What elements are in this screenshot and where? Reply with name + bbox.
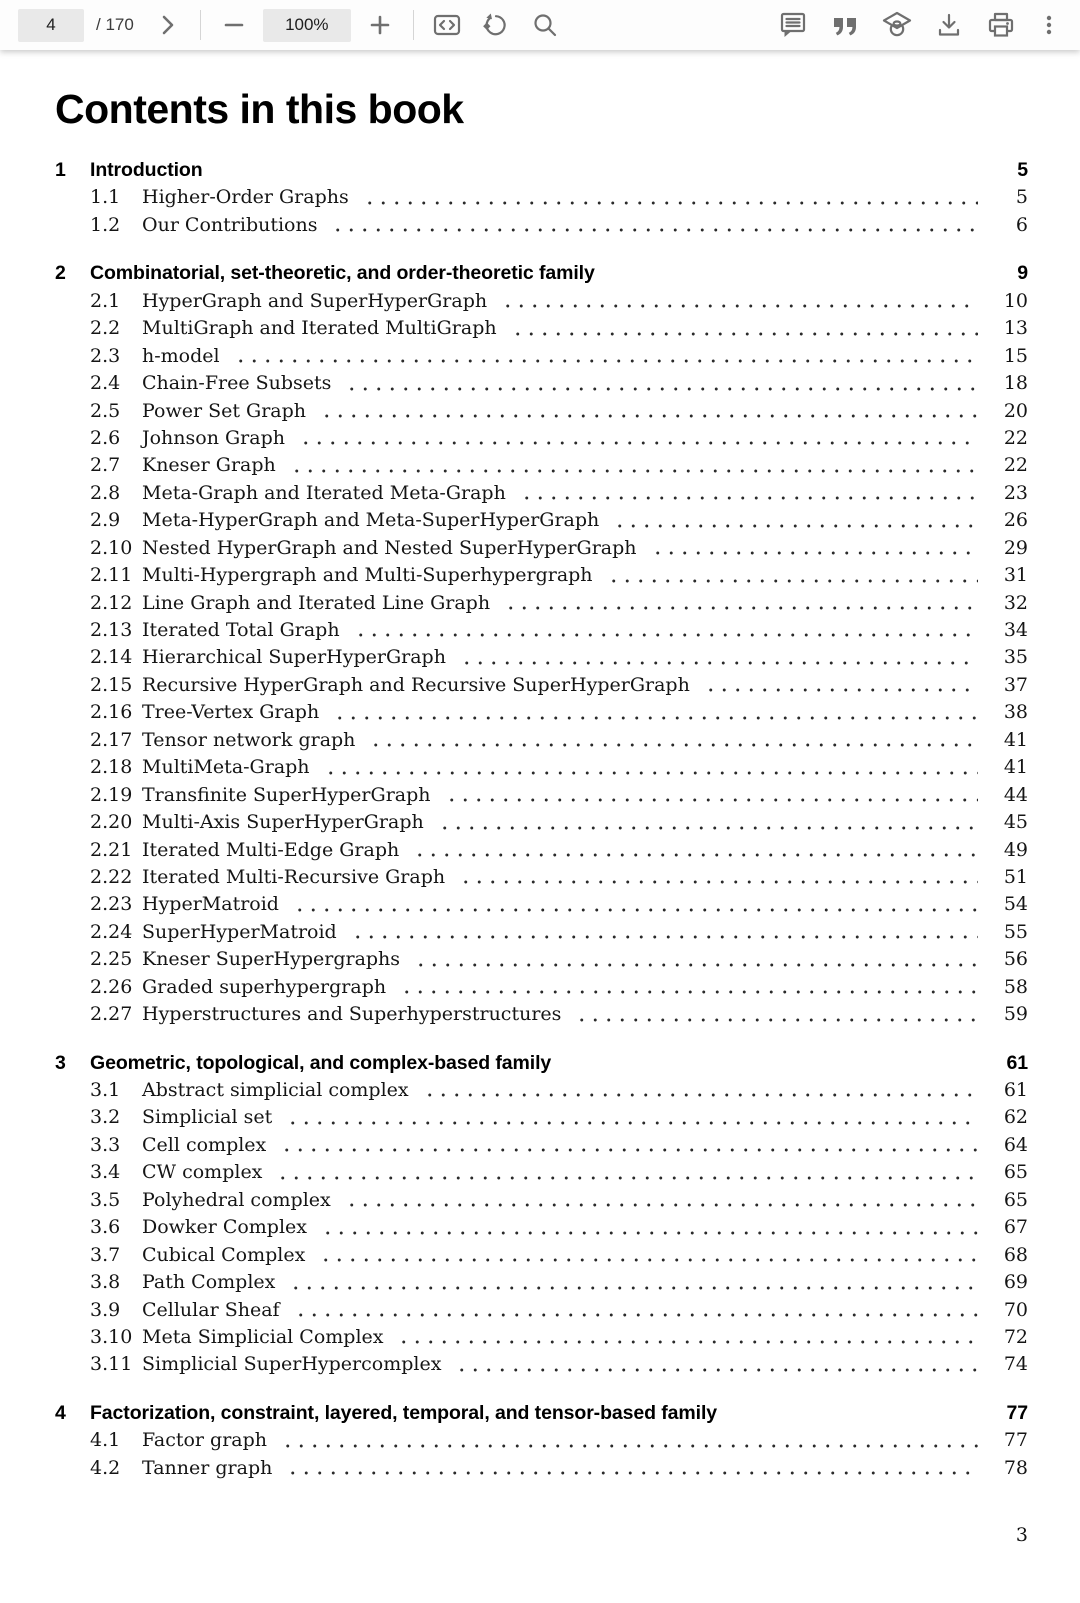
toc-entry-number: 2.26 xyxy=(90,975,133,998)
dot-leader xyxy=(295,425,978,452)
toc-entry-page-number: 72 xyxy=(1003,1325,1028,1348)
section-title: Introduction xyxy=(90,159,203,181)
toc-entry[interactable] xyxy=(55,891,1028,918)
toc-entry-label: MultiMeta-Graph xyxy=(142,756,310,779)
toc-entry-number: 2.19 xyxy=(90,783,133,806)
rotate-counterclockwise-icon xyxy=(481,11,509,39)
toc-entry[interactable] xyxy=(55,288,1028,315)
toc-entry-number: 3.11 xyxy=(90,1353,133,1376)
dot-leader xyxy=(516,480,978,507)
dot-leader xyxy=(347,919,978,946)
toc-entry-label: Graded superhypergraph xyxy=(142,975,387,998)
dot-leader xyxy=(393,1324,978,1351)
section-spacer xyxy=(203,157,988,184)
dot-leader xyxy=(329,699,978,726)
toc-entry-page-number: 70 xyxy=(1003,1298,1028,1321)
toc-entry[interactable] xyxy=(55,370,1028,397)
dot-leader xyxy=(603,562,978,589)
toc-entry-page-number: 56 xyxy=(1003,948,1028,971)
toc-entry[interactable] xyxy=(55,754,1028,781)
toc-entry-page-number: 59 xyxy=(1003,1003,1028,1026)
toc-entry[interactable] xyxy=(55,590,1028,617)
annotations-button[interactable] xyxy=(776,8,810,42)
toc-entry[interactable] xyxy=(55,919,1028,946)
toc-entry-number: 1.1 xyxy=(90,186,121,209)
toc-entry-label: Tensor network graph xyxy=(142,728,356,751)
toc-entry[interactable] xyxy=(55,1427,1028,1454)
dot-leader xyxy=(396,974,978,1001)
download-button[interactable] xyxy=(932,8,966,42)
dot-leader xyxy=(500,590,978,617)
toc-entry-label: Tanner graph xyxy=(142,1456,273,1479)
toc-entry-page-number: 58 xyxy=(1003,975,1028,998)
toc-entry-number: 2.14 xyxy=(90,646,133,669)
toc-entry[interactable] xyxy=(55,1214,1028,1241)
toc-entry-label: Tree-Vertex Graph xyxy=(142,701,320,724)
zoom-level[interactable] xyxy=(263,9,351,42)
toc-entry-label: Meta-Graph and Iterated Meta-Graph xyxy=(142,481,506,504)
zoom-in-button[interactable] xyxy=(363,8,397,42)
toc-entry-page-number: 31 xyxy=(1003,564,1028,587)
page-number-input[interactable] xyxy=(18,9,84,42)
toc-entry[interactable] xyxy=(55,1324,1028,1351)
toc-entry[interactable] xyxy=(55,974,1028,1001)
toc-entry[interactable] xyxy=(55,864,1028,891)
toc-entry-label: Cubical Complex xyxy=(142,1243,306,1266)
toc-entry[interactable] xyxy=(55,1269,1028,1296)
toc-entry-page-number: 38 xyxy=(1003,701,1028,724)
zoom-out-button[interactable] xyxy=(217,8,251,42)
toc-section-header[interactable] xyxy=(55,1050,1028,1077)
zoom-group xyxy=(217,8,397,42)
toc-entry[interactable] xyxy=(55,782,1028,809)
dot-leader xyxy=(290,1297,978,1324)
toc-entry-number: 2.15 xyxy=(90,673,133,696)
toc-entry-page-number: 37 xyxy=(1003,673,1028,696)
dot-leader xyxy=(282,1104,978,1131)
section-title: Factorization, constraint, layered, temporal, and tensor-based family xyxy=(90,1401,718,1424)
toc-entry-page-number: 62 xyxy=(1003,1106,1028,1129)
toc-entry-page-number: 18 xyxy=(1003,372,1028,395)
toc-entry[interactable] xyxy=(55,727,1028,754)
toc-entry-number: 2.5 xyxy=(90,399,121,422)
toc-entry[interactable] xyxy=(55,212,1028,239)
toc-entry-number: 2.4 xyxy=(90,372,121,395)
toc-entry-number: 2.24 xyxy=(90,920,133,943)
toc-entry-label: Simplicial set xyxy=(142,1106,273,1129)
more-options-button[interactable] xyxy=(1032,8,1066,42)
dot-leader xyxy=(289,891,978,918)
toc-entry-page-number: 20 xyxy=(1003,399,1028,422)
toc-section-items xyxy=(55,1427,1028,1482)
toc-entry-number: 2.11 xyxy=(90,564,133,587)
graduation-cap-icon xyxy=(882,10,912,40)
search-icon xyxy=(531,11,559,39)
dot-leader xyxy=(230,343,978,370)
toc-entry-page-number: 22 xyxy=(1003,426,1028,449)
section-page-number: 61 xyxy=(1006,1051,1028,1074)
chevron-right-icon xyxy=(154,12,180,38)
fit-width-button[interactable] xyxy=(430,8,464,42)
toc-entry-label: Power Set Graph xyxy=(142,399,307,422)
toc-section-header[interactable] xyxy=(55,260,1028,287)
dot-leader xyxy=(282,1455,978,1482)
page-footer-number: 3 xyxy=(1015,1524,1028,1547)
toc-entry-page-number: 44 xyxy=(1003,783,1028,806)
toc-entry-page-number: 64 xyxy=(1003,1133,1028,1156)
toc-entry-page-number: 29 xyxy=(1003,536,1028,559)
toc-entry-label: HyperMatroid xyxy=(142,893,279,916)
toc-entry[interactable] xyxy=(55,1104,1028,1131)
quote-icon xyxy=(831,11,859,39)
toc-entry-number: 3.2 xyxy=(90,1106,121,1129)
toc-entry[interactable] xyxy=(55,617,1028,644)
section-number: 1 xyxy=(55,159,66,181)
section-number: 4 xyxy=(55,1401,66,1424)
toc-section xyxy=(55,1050,1028,1379)
toc-entry-label: Transfinite SuperHyperGraph xyxy=(142,783,431,806)
toc-entry[interactable] xyxy=(55,452,1028,479)
toc-section-header[interactable] xyxy=(55,157,1028,184)
toc-entry-label: Hierarchical SuperHyperGraph xyxy=(142,646,446,669)
dot-leader xyxy=(456,644,978,671)
toc-entry[interactable] xyxy=(55,184,1028,211)
toc-entry-page-number: 15 xyxy=(1003,344,1028,367)
toc-entry[interactable] xyxy=(55,562,1028,589)
toc-entry[interactable] xyxy=(55,837,1028,864)
toolbar-divider xyxy=(200,10,201,40)
toc-entry-number: 3.5 xyxy=(90,1188,121,1211)
section-page-number: 77 xyxy=(1006,1401,1028,1424)
toc-section xyxy=(55,157,1028,239)
toc-entry[interactable] xyxy=(55,809,1028,836)
minus-icon xyxy=(221,12,247,38)
dot-leader xyxy=(409,837,978,864)
toc-entry-number: 2.13 xyxy=(90,619,133,641)
toc-entry-label: HyperGraph and SuperHyperGraph xyxy=(142,289,488,312)
toc-entry[interactable] xyxy=(55,1077,1028,1104)
toc-entry-page-number: 6 xyxy=(1015,213,1028,236)
toc-entry-number: 2.20 xyxy=(90,811,133,834)
toc-entry[interactable] xyxy=(55,535,1028,562)
section-title: Geometric, topological, and complex-based family xyxy=(90,1051,552,1074)
toc-entry[interactable] xyxy=(55,1297,1028,1324)
toc-entry[interactable] xyxy=(55,1159,1028,1186)
toc-entry[interactable] xyxy=(55,1455,1028,1482)
toc-entry-page-number: 13 xyxy=(1003,317,1028,340)
toc-entry[interactable] xyxy=(55,1132,1028,1159)
dot-leader xyxy=(647,535,978,562)
dot-leader xyxy=(451,1351,978,1378)
toc-entry-label: Iterated Multi-Edge Graph xyxy=(142,838,400,861)
toc-section-header[interactable] xyxy=(55,1400,1028,1427)
toc-entry[interactable] xyxy=(55,315,1028,342)
toc-entry-page-number: 32 xyxy=(1003,591,1028,614)
toc-entry-number: 3.3 xyxy=(90,1133,121,1156)
toc-entry-page-number: 77 xyxy=(1003,1429,1028,1452)
toc-entry[interactable] xyxy=(55,398,1028,425)
toc-entry-number: 3.1 xyxy=(90,1079,121,1101)
section-page-number: 9 xyxy=(1017,262,1028,285)
dot-leader xyxy=(320,754,978,781)
toc-entry-page-number: 68 xyxy=(1003,1243,1028,1266)
toc-entry-label: MultiGraph and Iterated MultiGraph xyxy=(142,317,497,340)
toc-entry[interactable] xyxy=(55,699,1028,726)
toc-entry-page-number: 45 xyxy=(1003,811,1028,834)
toc-entry-label: Higher-Order Graphs xyxy=(142,186,349,209)
dot-leader xyxy=(317,1214,978,1241)
pdf-toolbar xyxy=(0,0,1080,50)
toc-entry-label: Our Contributions xyxy=(142,213,318,236)
plus-icon xyxy=(367,12,393,38)
toc-entry-number: 2.10 xyxy=(90,536,133,559)
toc-entry[interactable] xyxy=(55,343,1028,370)
toc-entry-number: 3.8 xyxy=(90,1271,121,1294)
toc-entry-label: Meta-HyperGraph and Meta-SuperHyperGraph xyxy=(142,509,600,532)
toc-entry-number: 2.21 xyxy=(90,838,133,861)
toc-entry-label: Kneser SuperHypergraphs xyxy=(142,948,401,971)
toc-entry-number: 2.2 xyxy=(90,317,121,340)
toc-entry-page-number: 22 xyxy=(1003,454,1028,477)
toc-entry-page-number: 67 xyxy=(1003,1216,1028,1239)
toc-entry-number: 2.16 xyxy=(90,701,133,724)
cite-button[interactable] xyxy=(828,8,862,42)
toc-entry-label: Meta Simplicial Complex xyxy=(142,1325,384,1348)
toc-entry[interactable] xyxy=(55,644,1028,671)
toc-entry-label: Iterated Multi-Recursive Graph xyxy=(142,865,446,888)
toc-entry-label: Dowker Complex xyxy=(142,1216,308,1239)
page-nav-group xyxy=(18,8,184,42)
dot-leader xyxy=(286,452,978,479)
toc-entry-number: 2.6 xyxy=(90,426,121,449)
dot-leader xyxy=(700,672,978,699)
toc-entry-label: Polyhedral complex xyxy=(142,1188,331,1211)
dot-leader xyxy=(571,1001,978,1028)
toc-entry-label: Abstract simplicial complex xyxy=(142,1079,409,1101)
toc-entry[interactable] xyxy=(55,507,1028,534)
toc-section-items xyxy=(55,288,1028,1029)
toc-entry-number: 2.17 xyxy=(90,728,133,751)
toc-entry-number: 3.10 xyxy=(90,1325,133,1348)
dot-leader xyxy=(359,184,978,211)
toc-entry-label: Hyperstructures and Superhyperstructures xyxy=(142,1003,562,1026)
dot-leader xyxy=(609,507,978,534)
dot-leader xyxy=(341,370,978,397)
toc-entry[interactable] xyxy=(55,1351,1028,1378)
toc-entry[interactable] xyxy=(55,480,1028,507)
dot-leader xyxy=(350,617,978,644)
section-number: 3 xyxy=(55,1051,66,1074)
toc-entry-label: Line Graph and Iterated Line Graph xyxy=(142,591,491,614)
toc-section xyxy=(55,260,1028,1028)
toc-entry-label: h-model xyxy=(142,344,220,367)
next-page-button[interactable] xyxy=(150,8,184,42)
toc-entry[interactable] xyxy=(55,672,1028,699)
toc-entry-page-number: 78 xyxy=(1003,1456,1028,1479)
toc-entry-number: 2.1 xyxy=(90,289,121,312)
dot-leader xyxy=(507,315,978,342)
section-spacer xyxy=(717,1400,988,1427)
toc-entry[interactable] xyxy=(55,946,1028,973)
dot-leader xyxy=(365,727,978,754)
toc-entry-number: 2.9 xyxy=(90,509,121,532)
toc-entry-number: 2.12 xyxy=(90,591,133,614)
dot-leader xyxy=(419,1077,978,1104)
dot-leader xyxy=(285,1269,978,1296)
toc-entry-page-number: 69 xyxy=(1003,1271,1028,1294)
toc-entry-label: Cellular Sheaf xyxy=(142,1298,280,1321)
toc-section xyxy=(55,1400,1028,1482)
section-title: Combinatorial, set-theoretic, and order-theoretic family xyxy=(90,262,595,285)
toc-entry-page-number: 65 xyxy=(1003,1161,1028,1184)
toc-entry-number: 2.18 xyxy=(90,756,133,779)
dot-leader xyxy=(327,212,978,239)
toc-entry-label: Factor graph xyxy=(142,1429,268,1452)
toc-entry-page-number: 10 xyxy=(1003,289,1028,312)
toc-entry-page-number: 35 xyxy=(1003,646,1028,669)
comment-icon xyxy=(778,10,808,40)
toc-entry-page-number: 54 xyxy=(1003,893,1028,916)
toc-entry-label: Kneser Graph xyxy=(142,454,276,477)
dot-leader xyxy=(441,782,979,809)
toc-entry-number: 2.23 xyxy=(90,893,133,916)
dot-leader xyxy=(316,398,978,425)
toc-entry-page-number: 34 xyxy=(1003,619,1028,641)
toc-entry-page-number: 41 xyxy=(1003,756,1028,779)
dot-leader xyxy=(277,1427,978,1454)
toc-entry-page-number: 51 xyxy=(1003,865,1028,888)
toc-entry-label: Multi-Hypergraph and Multi-Superhypergraph xyxy=(142,564,593,587)
toc-entry-label: Path Complex xyxy=(142,1271,276,1294)
toc-entry-number: 3.7 xyxy=(90,1243,121,1266)
search-button[interactable] xyxy=(528,8,562,42)
toc-entry-page-number: 49 xyxy=(1003,838,1028,861)
toc-entry-number: 3.4 xyxy=(90,1161,121,1184)
kebab-menu-icon xyxy=(1036,12,1062,38)
dot-leader xyxy=(455,864,978,891)
toc-entry-label: Iterated Total Graph xyxy=(142,619,340,641)
toc-entry-label: Recursive HyperGraph and Recursive SuperHyperGraph xyxy=(142,673,690,696)
toc-entry-number: 4.2 xyxy=(90,1456,121,1479)
dot-leader xyxy=(497,288,978,315)
toc-entry-label: Nested HyperGraph and Nested SuperHyperGraph xyxy=(142,536,637,559)
toc xyxy=(55,157,1028,1482)
toc-entry[interactable] xyxy=(55,1001,1028,1028)
toc-entry-number: 3.6 xyxy=(90,1216,121,1239)
toc-entry-label: Cell complex xyxy=(142,1133,267,1156)
zoom-level-label: 100% xyxy=(285,15,329,34)
toc-entry-number: 2.7 xyxy=(90,454,121,477)
toc-entry[interactable] xyxy=(55,425,1028,452)
toc-entry-label: Multi-Axis SuperHyperGraph xyxy=(142,811,424,834)
toolbar-divider xyxy=(413,10,414,40)
dot-leader xyxy=(276,1132,978,1159)
scholar-button[interactable] xyxy=(880,8,914,42)
print-icon xyxy=(986,10,1016,40)
toc-entry-number: 3.9 xyxy=(90,1298,121,1321)
dot-leader xyxy=(272,1159,978,1186)
dot-leader xyxy=(341,1187,978,1214)
toc-entry-label: Simplicial SuperHypercomplex xyxy=(142,1353,442,1376)
page-count-label: / 170 xyxy=(96,15,134,34)
toc-entry-number: 2.3 xyxy=(90,344,121,367)
toc-section-items xyxy=(55,1077,1028,1379)
toc-entry-page-number: 41 xyxy=(1003,728,1028,751)
section-number: 2 xyxy=(55,262,66,285)
toc-entry-page-number: 65 xyxy=(1003,1188,1028,1211)
toc-entry-number: 1.2 xyxy=(90,213,121,236)
pdf-page xyxy=(0,50,1080,1603)
toc-entry-number: 2.8 xyxy=(90,481,121,504)
fit-width-icon xyxy=(433,11,461,39)
toc-entry-page-number: 5 xyxy=(1015,186,1028,209)
toc-section-items xyxy=(55,184,1028,239)
toc-entry-label: CW complex xyxy=(142,1161,263,1184)
toc-entry-page-number: 74 xyxy=(1003,1353,1028,1376)
toc-entry[interactable] xyxy=(55,1187,1028,1214)
dot-leader xyxy=(315,1242,978,1269)
toc-entry-page-number: 55 xyxy=(1003,920,1028,943)
section-spacer xyxy=(595,260,988,287)
rotate-button[interactable] xyxy=(478,8,512,42)
toc-entry-label: Johnson Graph xyxy=(142,426,285,449)
dot-leader xyxy=(434,809,978,836)
section-page-number: 5 xyxy=(1017,159,1028,181)
toc-entry-page-number: 26 xyxy=(1003,509,1028,532)
toc-entry-page-number: 61 xyxy=(1003,1079,1028,1101)
toc-entry-page-number: 23 xyxy=(1003,481,1028,504)
toc-entry-number: 4.1 xyxy=(90,1429,121,1452)
page-title: Contents in this book xyxy=(55,86,464,132)
download-icon xyxy=(935,11,963,39)
toc-entry[interactable] xyxy=(55,1242,1028,1269)
toc-entry-label: SuperHyperMatroid xyxy=(142,920,337,943)
section-spacer xyxy=(551,1050,988,1077)
toc-entry-number: 2.27 xyxy=(90,1003,133,1026)
toc-entry-number: 2.22 xyxy=(90,865,133,888)
toc-entry-label: Chain-Free Subsets xyxy=(142,372,332,395)
print-button[interactable] xyxy=(984,8,1018,42)
dot-leader xyxy=(410,946,978,973)
toc-entry-number: 2.25 xyxy=(90,948,133,971)
